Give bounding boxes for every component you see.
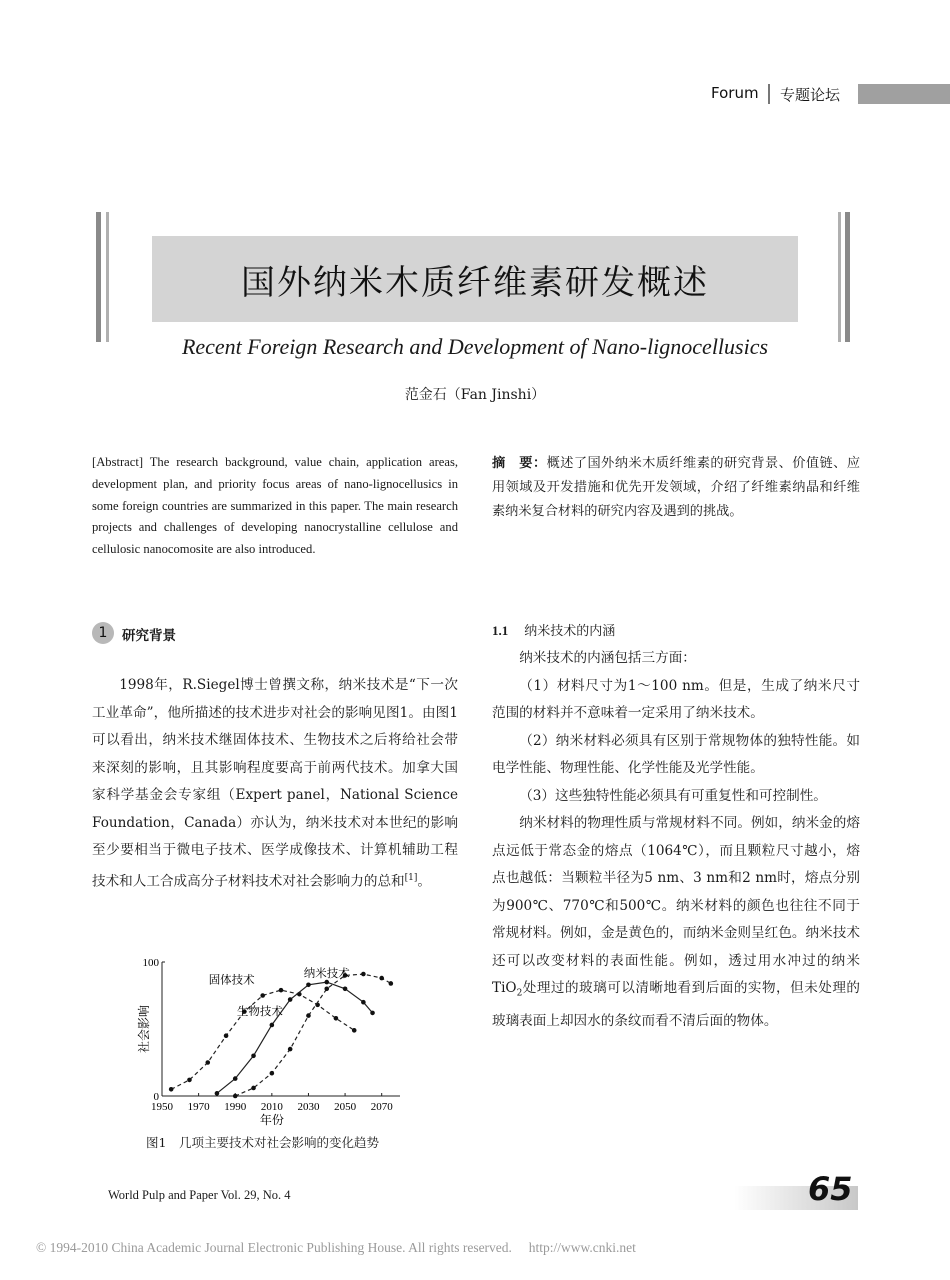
x-tick-label: 1950	[151, 1101, 173, 1113]
paragraph: （3）这些独特性能必须具有可重复性和可控制性。	[519, 787, 827, 804]
title-right-bar-1	[838, 212, 841, 342]
subsection-title: 纳米技术的内涵	[524, 624, 616, 639]
author-line: 范金石（Fan Jinshi）	[404, 387, 546, 403]
figure-1-chart	[130, 950, 420, 1130]
paragraph: （1）材料尺寸为1～100 nm。但是，生成了纳米尺寸范围的材料并不意味着一定采用了纳米技术。	[492, 677, 860, 721]
subscript: 2	[516, 988, 523, 999]
data-point	[306, 982, 311, 987]
data-point	[370, 1011, 375, 1016]
data-point	[205, 1060, 210, 1065]
left-column-body	[92, 672, 458, 896]
data-point	[215, 1091, 220, 1096]
title-left-bar-2	[106, 212, 109, 342]
abstract-english: [Abstract] The research background, value chain, application areas, development plan, and priority focus areas of nano-lignocellusics in some foreign countries are summarized in this paper. The main research projects and challenges of developing nanocrystalline cellulose and cellulosic nanocomosite are also introduced.	[92, 455, 458, 557]
data-point	[324, 980, 329, 985]
data-point	[352, 1028, 357, 1033]
page-number: 65	[808, 1170, 853, 1208]
paragraph	[92, 672, 458, 896]
subsection-number: 1.1	[492, 623, 509, 638]
data-point	[279, 988, 284, 993]
article-title-cn: 国外纳米木质纤维素研发概述	[241, 262, 709, 303]
data-point	[260, 993, 265, 998]
x-axis-label: 年份	[259, 1113, 284, 1127]
paragraph-end: 。	[417, 873, 431, 890]
data-point	[288, 1047, 293, 1052]
data-point	[224, 1033, 229, 1038]
footer-journal: World Pulp and Paper Vol. 29, No. 4	[108, 1188, 291, 1202]
copyright-line: © 1994-2010 China Academic Journal Electronic Publishing House. All rights reserved. http://www.cnki.net	[36, 1240, 636, 1255]
paragraph-text-cont: 处理过的玻璃可以清晰地看到后面的实物，但未处理的玻璃表面上却因水的条纹而看不清后面的物体。	[492, 980, 860, 1030]
paragraph	[492, 810, 860, 1036]
data-point	[334, 1016, 339, 1021]
data-point	[251, 1086, 256, 1091]
series-line-2	[217, 982, 373, 1093]
x-tick-label: 2050	[334, 1101, 357, 1113]
data-point	[187, 1078, 192, 1083]
title-box	[152, 236, 798, 322]
series-label: 生物技术	[236, 1003, 283, 1018]
paragraph-text: 1998年，R.Siegel博士曾撰文称，纳米技术是“下一次工业革命”，他所描述的技术进步对社会的影响见图1。由图1可以看出，纳米技术继固体技术、生物技术之后将给社会带来深刻的影响，且其影响程度要高于前两代技术。加拿大国家科学基金会专家组（Expert panel，National Science Foundation，Canada）亦认为，纳米技术对本世纪的影响至少要相当于微电子技术、医学成像技术、计算机辅助工程技术和人工合成高分子材料技术对社会影响力的总和	[92, 677, 458, 890]
x-tick-label: 2030	[297, 1101, 320, 1113]
data-point	[251, 1054, 256, 1059]
data-point	[270, 1023, 275, 1028]
series-label: 固体技术	[208, 972, 255, 987]
data-point	[343, 987, 348, 992]
y-axis-label: 社会影响	[137, 1004, 151, 1054]
article-title-en: Recent Foreign Research and Development of Nano-lignocellusics	[181, 334, 769, 359]
y-tick-label: 0	[153, 1091, 159, 1103]
header-divider	[768, 84, 770, 104]
title-left-bar-1	[96, 212, 101, 342]
data-point	[389, 981, 394, 986]
paragraph: （2）纳米材料必须具有区别于常规物体的独特性能。如电学性能、物理性能、化学性能及光学性能。	[492, 732, 860, 776]
section-number-badge: 1	[92, 622, 114, 644]
data-point	[361, 972, 366, 977]
x-tick-label: 2070	[370, 1101, 393, 1113]
running-header-forum: Forum	[711, 84, 759, 102]
section-title: 研究背景	[122, 628, 176, 644]
x-tick-label: 2010	[260, 1101, 283, 1113]
data-point	[306, 1013, 311, 1018]
title-right-bar-2	[845, 212, 850, 342]
paragraph: 纳米技术的内涵包括三方面：	[519, 650, 696, 666]
data-point	[324, 987, 329, 992]
data-point	[361, 1000, 366, 1005]
series-label: 纳米技术	[303, 965, 350, 980]
x-tick-label: 1970	[187, 1101, 210, 1113]
data-point	[270, 1071, 275, 1076]
header-gray-bar	[858, 84, 950, 104]
data-point	[379, 976, 384, 981]
abstract-cn-text: 概述了国外纳米木质纤维素的研究背景、价值链、应用领域及开发措施和优先开发领域，介绍了纤维素纳晶和纤维素纳米复合材料的研究内容及遇到的挑战。	[492, 456, 861, 519]
data-point	[233, 1076, 238, 1081]
abstract-cn-label: 摘 要：	[492, 456, 547, 471]
series-line-3	[235, 974, 391, 1096]
data-point	[233, 1094, 238, 1099]
figure-caption: 图1 几项主要技术对社会影响的变化趋势	[146, 1135, 379, 1150]
y-tick-label: 100	[142, 957, 159, 969]
data-point	[288, 997, 293, 1002]
abstract-chinese	[492, 452, 860, 523]
paragraph-text: 纳米材料的物理性质与常规材料不同。例如，纳米金的熔点远低于常态金的熔点（1064℃），而且颗粒尺寸越小，熔点也越低：当颗粒半径为5 nm、3 nm和2 nm时，熔点分别为900℃、770℃和500℃。纳米材料的颜色也往往不同于常规材料。例如，金是黄色的，而纳米金则呈红色。纳米技术还可以改变材料的表面性能。例如，透过用水冲过的纳米TiO	[492, 815, 860, 996]
subsection-heading	[492, 620, 615, 639]
running-header-column: 专题论坛	[780, 86, 841, 104]
citation-ref: [1]	[404, 872, 418, 883]
x-tick-label: 1990	[224, 1101, 247, 1113]
right-column-body	[492, 645, 860, 1036]
data-point	[169, 1087, 174, 1092]
